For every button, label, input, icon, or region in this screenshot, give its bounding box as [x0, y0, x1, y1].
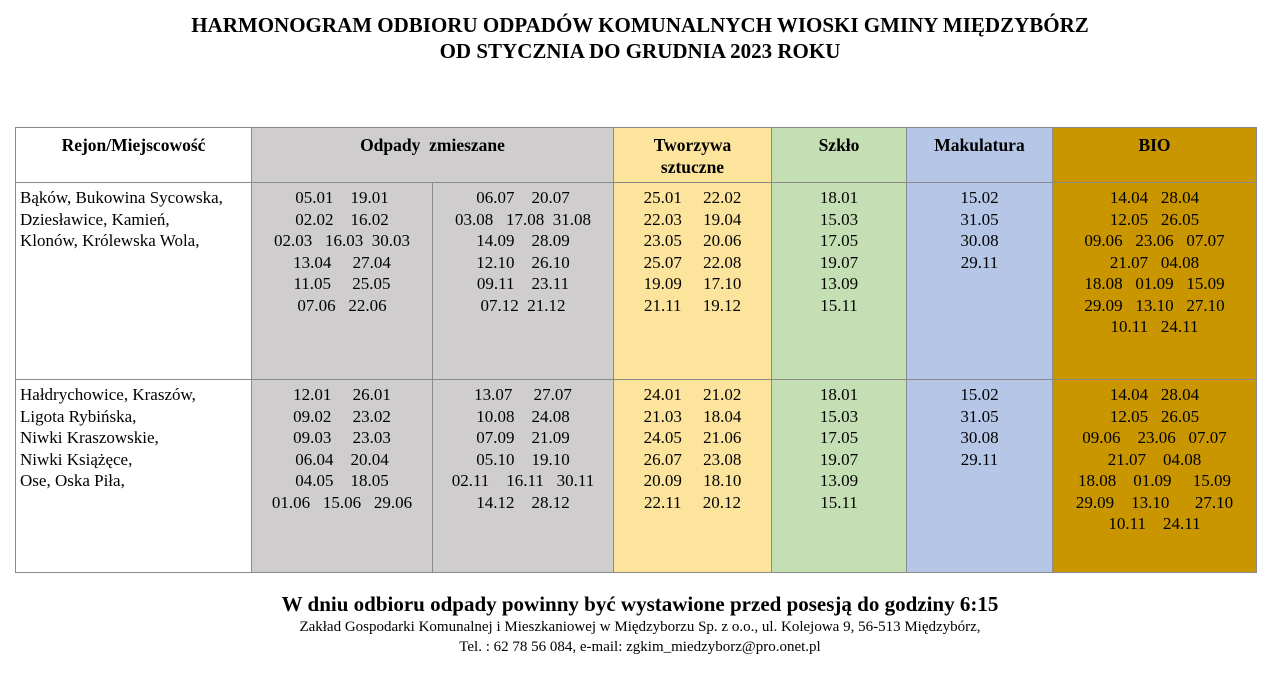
mixed-waste-dates-a-line: 07.06 22.06	[297, 295, 387, 315]
paper-dates-line: 30.08	[960, 428, 999, 447]
mixed-waste-dates-b-line: 07.12 21.12	[480, 295, 566, 315]
glass-dates-line: 15.11	[820, 492, 858, 512]
mixed-waste-dates-a-line: 09.03 23.03	[293, 428, 391, 447]
glass-dates	[772, 183, 907, 380]
header-plastics	[614, 128, 772, 183]
plastics-dates-line: 26.07 23.08	[643, 449, 742, 469]
glass-dates-line: 18.01	[819, 188, 859, 207]
bio-dates-line: 29.09 13.10 27.10	[1075, 492, 1234, 512]
glass-dates-line: 17.05	[819, 428, 859, 447]
mixed-waste-dates-a-line: 02.02 16.02	[295, 209, 389, 229]
paper-dates-line: 29.11	[960, 449, 999, 469]
bio-dates-line: 14.04 28.04	[1109, 385, 1200, 404]
schedule-table	[15, 127, 1257, 573]
mixed-waste-dates-a-line: 09.02 23.02	[293, 406, 391, 426]
mixed-waste-dates-a-line: 04.05 18.05	[295, 471, 389, 490]
bio-dates-line: 10.11 24.11	[1110, 317, 1199, 336]
bio-dates	[1053, 183, 1257, 380]
bio-dates-line: 12.05 26.05	[1109, 209, 1200, 229]
mixed-waste-dates-a-line: 05.01 19.01	[295, 188, 389, 207]
footer-company: Zakład Gospodarki Komunalnej i Mieszkaniowej w Międzyborzu Sp. z o.o., ul. Kolejowa 9, 56-513 Międzybórz,	[299, 619, 981, 635]
place-cell-line: Bąków, Bukowina Sycowska,	[20, 188, 223, 207]
paper-dates-line: 29.11	[960, 252, 999, 272]
table-row	[16, 183, 1257, 380]
bio-dates-line: 18.08 01.09 15.09	[1084, 274, 1225, 293]
table-row	[16, 380, 1257, 573]
mixed-waste-dates-a-line: 12.01 26.01	[293, 385, 391, 404]
mixed-waste-dates-b-line: 07.09 21.09	[476, 428, 570, 447]
bio-dates-line: 09.06 23.06 07.07	[1082, 428, 1227, 447]
header-paper: Makulatura	[907, 128, 1053, 183]
plastics-dates-line: 21.11 19.12	[643, 295, 742, 315]
paper-dates-line: 31.05	[960, 406, 999, 426]
plastics-dates-line: 22.11 20.12	[643, 492, 742, 512]
place-cell-line: Klonów, Królewska Wola,	[20, 231, 200, 250]
plastics-dates-line: 20.09 18.10	[643, 471, 742, 490]
mixed-waste-dates-b	[433, 183, 614, 380]
glass-dates-line: 18.01	[819, 385, 859, 404]
plastics-dates-line: 21.03 18.04	[643, 406, 742, 426]
plastics-dates-line: 23.05 20.06	[643, 231, 742, 250]
glass-dates-line: 19.07	[819, 449, 859, 469]
footer-notice: W dniu odbioru odpady powinny być wystawione przed posesją do godziny 6:15	[281, 592, 999, 616]
header-place: Rejon/Miejscowość	[16, 128, 252, 183]
paper-dates-line: 30.08	[960, 231, 999, 250]
plastics-dates-line: 24.01 21.02	[643, 385, 742, 404]
paper-dates	[907, 183, 1053, 380]
title-line-1: HARMONOGRAM ODBIORU ODPADÓW KOMUNALNYCH WIOSKI GMINY MIĘDZYBÓRZ	[191, 13, 1089, 37]
page-title	[0, 12, 1280, 64]
header-plastics-line-2: sztuczne	[660, 157, 725, 177]
mixed-waste-dates-b-line: 12.10 26.10	[476, 252, 570, 272]
glass-dates-line: 13.09	[819, 471, 859, 490]
mixed-waste-dates-b-line: 09.11 23.11	[476, 274, 570, 293]
bio-dates-line: 12.05 26.05	[1109, 406, 1200, 426]
mixed-waste-dates-b-line: 03.08 17.08 31.08	[455, 209, 591, 229]
mixed-waste-dates-a-line: 13.04 27.04	[293, 252, 391, 272]
header-bio: BIO	[1053, 128, 1257, 183]
mixed-waste-dates-b-line: 10.08 24.08	[476, 406, 570, 426]
bio-dates-line: 10.11 24.11	[1108, 514, 1201, 533]
glass-dates-line: 15.03	[819, 406, 859, 426]
place-cell-line: Dziesławice, Kamień,	[20, 209, 170, 229]
mixed-waste-dates-a-line: 11.05 25.05	[293, 274, 391, 293]
plastics-dates-line: 22.03 19.04	[643, 209, 742, 229]
mixed-waste-dates-b-line: 05.10 19.10	[476, 449, 570, 469]
glass-dates-line: 13.09	[819, 274, 859, 293]
bio-dates-line: 09.06 23.06 07.07	[1084, 231, 1225, 250]
plastics-dates-line: 25.07 22.08	[643, 252, 742, 272]
mixed-waste-dates-b-line: 02.11 16.11 30.11	[451, 471, 595, 490]
bio-dates-line: 14.04 28.04	[1109, 188, 1200, 207]
title-line-2: OD STYCZNIA DO GRUDNIA 2023 ROKU	[439, 39, 841, 63]
mixed-waste-dates-a	[252, 183, 433, 380]
glass-dates-line: 17.05	[819, 231, 859, 250]
header-mixed-waste: Odpady zmieszane	[252, 128, 614, 183]
place-cell-line: Niwki Książęce,	[20, 449, 133, 469]
glass-dates-line: 19.07	[819, 252, 859, 272]
mixed-waste-dates-a-line: 02.03 16.03 30.03	[274, 231, 410, 250]
glass-dates-line: 15.11	[820, 295, 858, 315]
footer	[0, 591, 1280, 657]
mixed-waste-dates-a-line: 06.04 20.04	[295, 449, 389, 469]
place-cell-line: Ose, Oska Piła,	[20, 471, 125, 490]
place-cell-line: Ligota Rybińska,	[20, 406, 137, 426]
mixed-waste-dates-b-line: 14.09 28.09	[476, 231, 570, 250]
plastics-dates	[614, 380, 772, 573]
header-plastics-line-1: Tworzywa	[653, 135, 732, 155]
bio-dates-line: 21.07 04.08	[1107, 449, 1202, 469]
bio-dates-line: 21.07 04.08	[1109, 252, 1200, 272]
bio-dates	[1053, 380, 1257, 573]
place-cell	[16, 183, 252, 380]
header-row	[16, 128, 1257, 183]
paper-dates-line: 15.02	[960, 385, 999, 404]
glass-dates-line: 15.03	[819, 209, 859, 229]
mixed-waste-dates-a-line: 01.06 15.06 29.06	[271, 492, 413, 512]
mixed-waste-dates-b-line: 13.07 27.07	[474, 385, 572, 404]
plastics-dates	[614, 183, 772, 380]
place-cell	[16, 380, 252, 573]
plastics-dates-line: 24.05 21.06	[643, 428, 742, 447]
mixed-waste-dates-a	[252, 380, 433, 573]
plastics-dates-line: 25.01 22.02	[643, 188, 742, 207]
glass-dates	[772, 380, 907, 573]
paper-dates	[907, 380, 1053, 573]
mixed-waste-dates-b-line: 06.07 20.07	[476, 188, 570, 207]
bio-dates-line: 18.08 01.09 15.09	[1078, 471, 1231, 490]
place-cell-line: Hałdrychowice, Kraszów,	[20, 385, 196, 404]
header-glass: Szkło	[772, 128, 907, 183]
paper-dates-line: 15.02	[960, 188, 999, 207]
footer-contact: Tel. : 62 78 56 084, e-mail: zgkim_miedzyborz@pro.onet.pl	[459, 639, 821, 655]
paper-dates-line: 31.05	[960, 209, 999, 229]
place-cell-line: Niwki Kraszowskie,	[20, 428, 159, 447]
plastics-dates-line: 19.09 17.10	[643, 274, 742, 293]
bio-dates-line: 29.09 13.10 27.10	[1084, 295, 1225, 315]
mixed-waste-dates-b-line: 14.12 28.12	[476, 492, 570, 512]
mixed-waste-dates-b	[433, 380, 614, 573]
